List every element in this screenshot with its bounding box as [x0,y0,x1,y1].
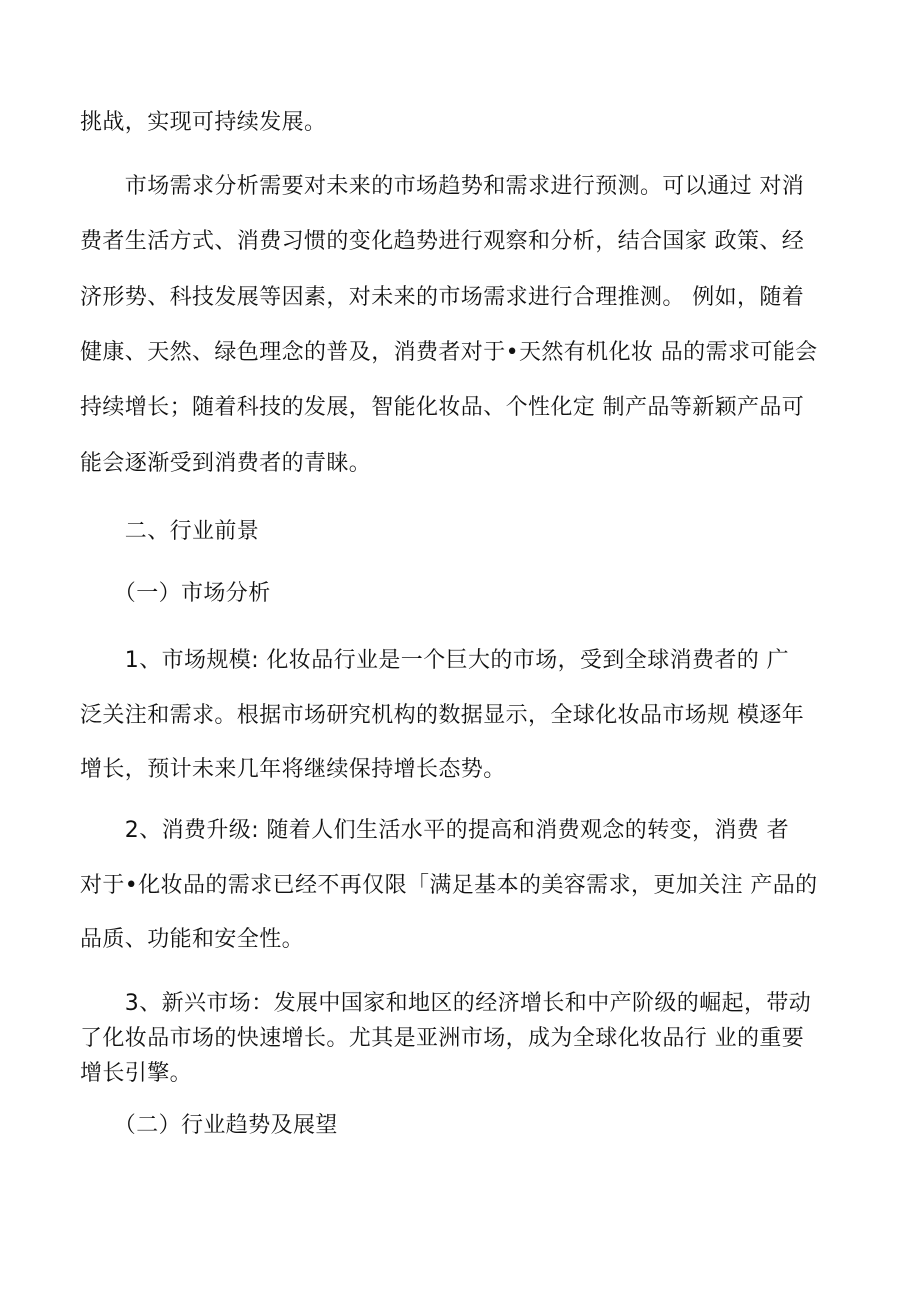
text-line: 增长，预计未来几年将继续保持增长态势。 [80,757,506,782]
text-line: 挑战，实现可持续发展。 [80,110,327,135]
text-line: 市场需求分析需要对未来的市场趋势和需求进行预测。可以通过 对消 [80,174,805,199]
text-line: 能会逐渐受到消费者的青睐。 [80,451,372,476]
text-line: 了化妆品市场的快速增长。尤其是亚洲市场，成为全球化妆品行 业的重要 [80,1026,805,1051]
text-line: 持续增长；随着科技的发展，智能化妆品、个性化定 制产品等新颖产品可 [80,395,805,420]
subsection-heading: （二）行业趋势及展望 [80,1113,338,1138]
text-line: 济形势、科技发展等因素，对未来的市场需求进行合理推测。 例如，随着 [80,285,805,310]
subsection-heading: （一）市场分析 [80,581,271,606]
text-line: 品质、功能和安全性。 [80,927,305,952]
text-line: 3、新兴市场：发展中国家和地区的经济增长和中产阶级的崛起，带动 [80,991,812,1016]
text-line: 1、市场规模: 化妆品行业是一个巨大的市场，受到全球消费者的 广 [80,648,789,673]
section-heading: 二、行业前景 [80,519,260,544]
text-line: 健康、天然、绿色理念的普及，消费者对于•天然有机化妆 品的需求可能会 [80,340,818,365]
text-line: 泛关注和需求。根据市场研究机构的数据显示，全球化妆品市场规 模逐年 [80,703,805,728]
text-line: 增长引擎。 [80,1061,193,1086]
text-line: 2、消费升级: 随着人们生活水平的提高和消费观念的转变，消费 者 [80,818,789,843]
text-line: 费者生活方式、消费习惯的变化趋势进行观察和分析，结合国家 政策、经 [80,229,805,254]
text-line: 对于•化妆品的需求已经不再仅限「满足基本的美容需求，更加关注 产品的 [80,873,818,898]
